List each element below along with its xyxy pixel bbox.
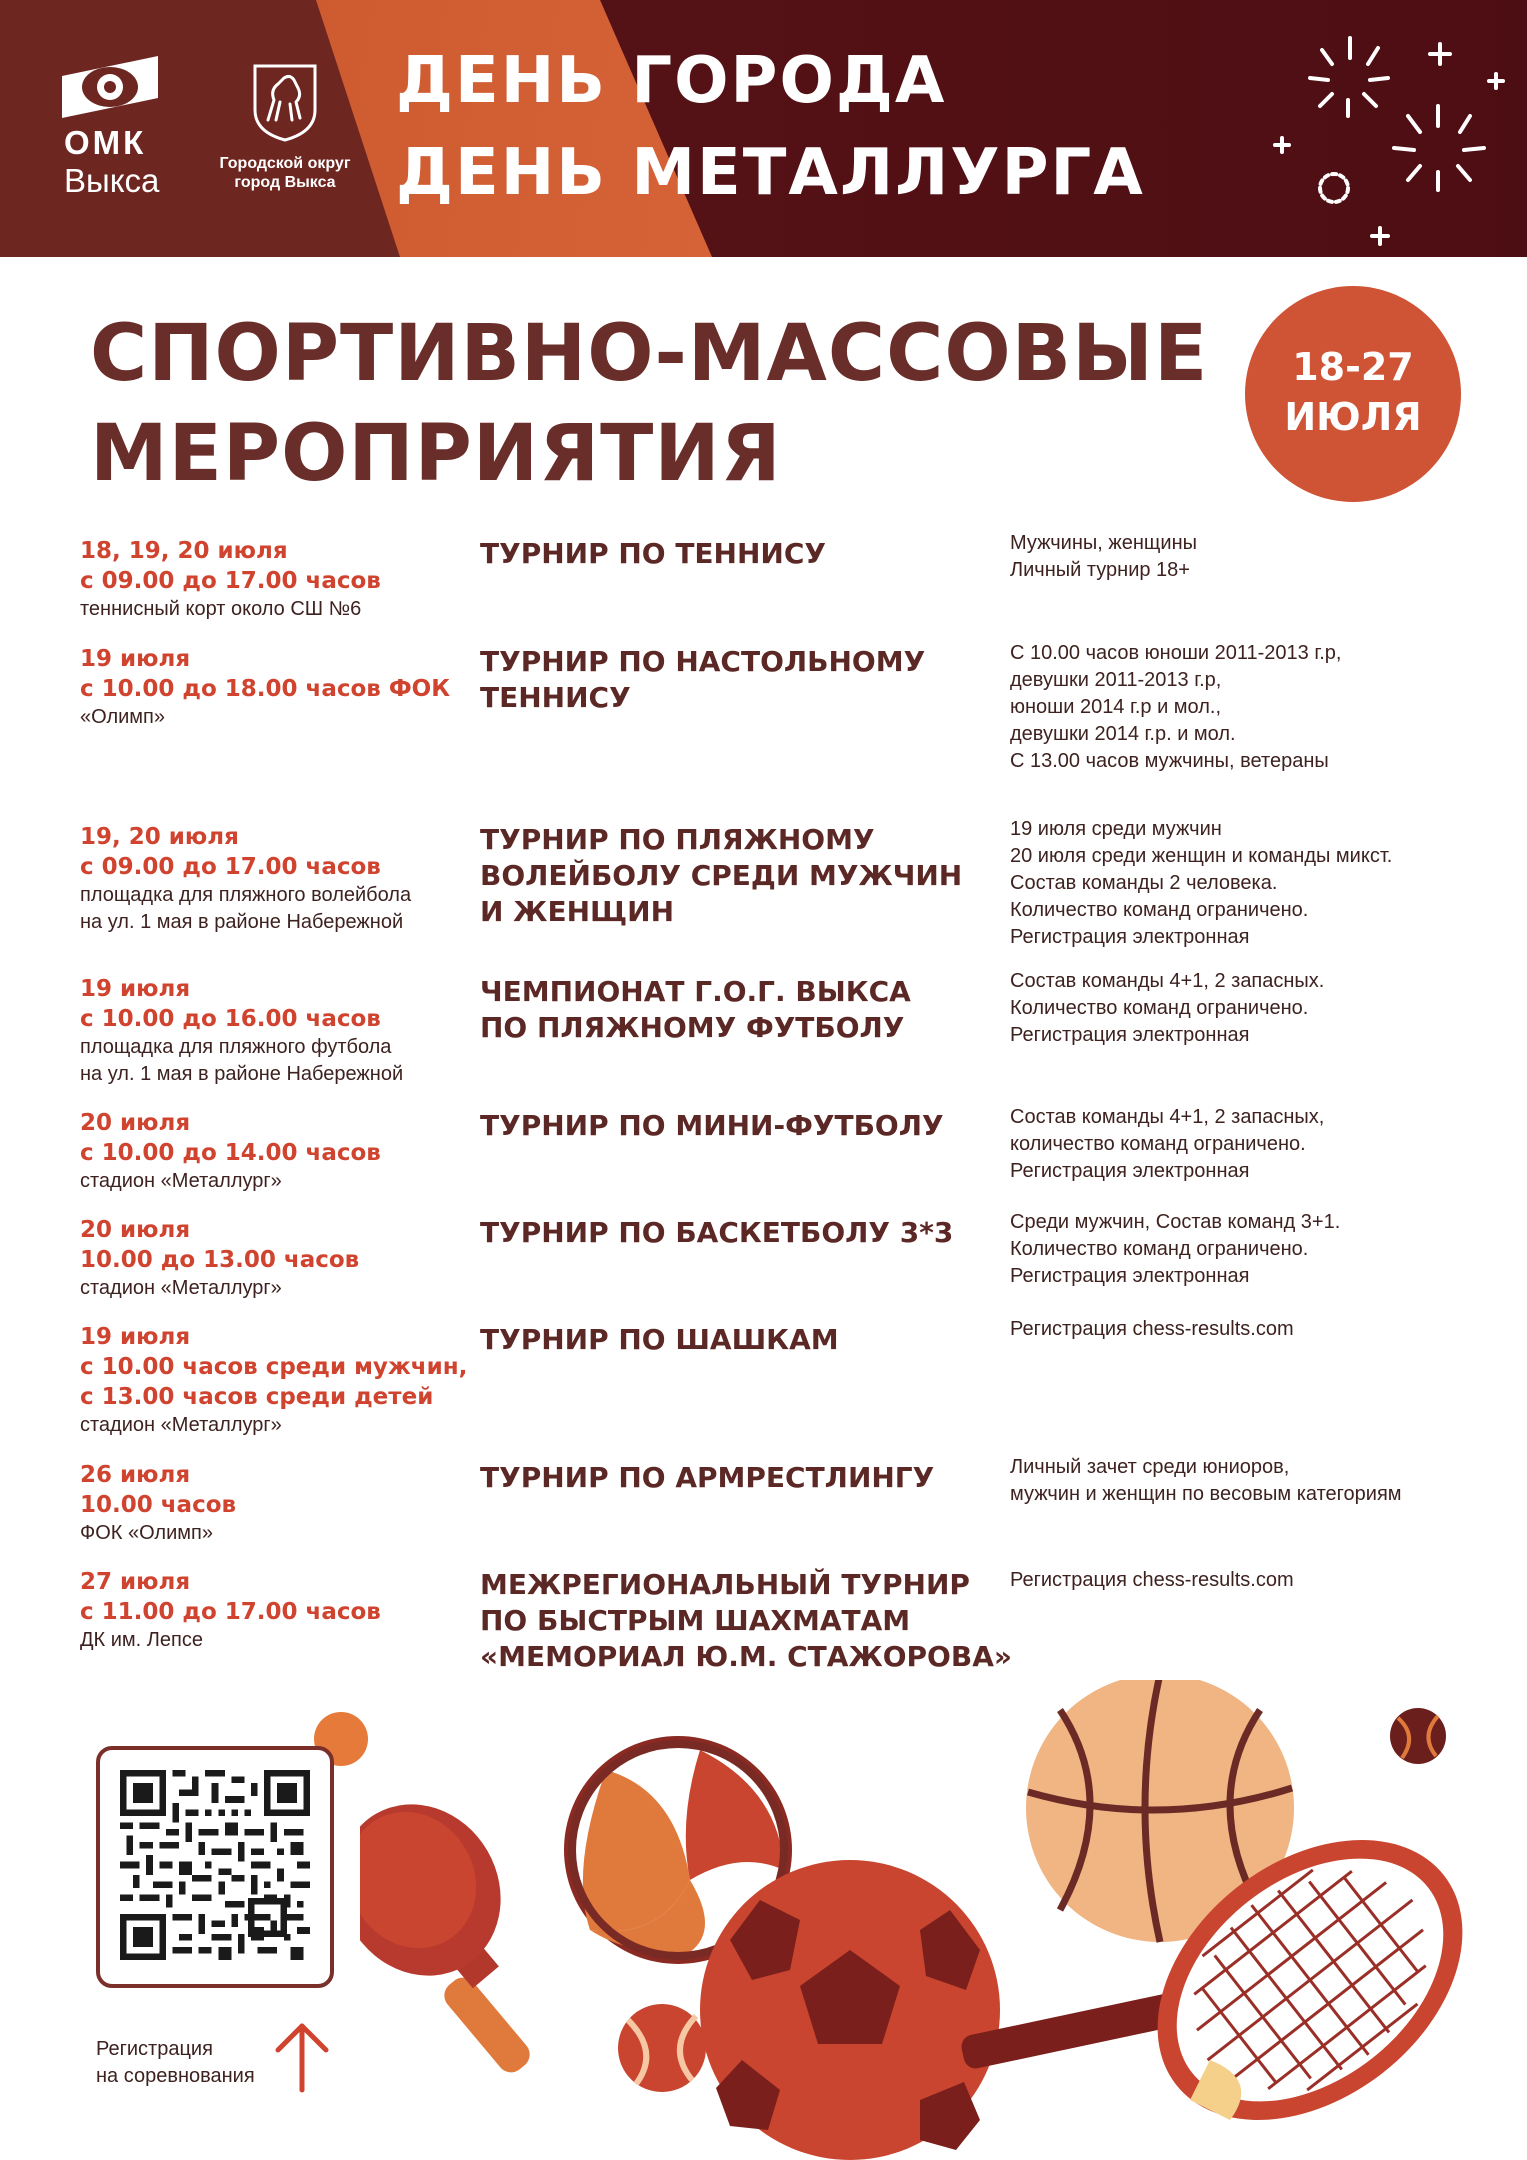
event-date-line: 20 июля <box>80 1110 191 1136</box>
event-title <box>480 1460 1000 1496</box>
event-place-line: стадион «Металлург» <box>80 1170 282 1192</box>
event-title-line: «МЕМОРИАЛ Ю.М. СТАЖОРОВА» <box>480 1640 1012 1673</box>
event-info <box>1010 1316 1510 1343</box>
event-info-line: 20 июля среди женщин и команды микст. <box>1010 845 1393 867</box>
event-date-line: с 10.00 до 14.00 часов <box>80 1140 381 1166</box>
event-title <box>480 1215 1000 1251</box>
event-title <box>480 974 1000 1046</box>
event-place-line: на ул. 1 мая в районе Набережной <box>80 1063 404 1085</box>
registration-qr-frame[interactable] <box>96 1746 334 1988</box>
sports-balls-illustration <box>360 1680 1527 2160</box>
event-when <box>80 644 460 731</box>
event-date-line: 19 июля <box>80 1324 191 1350</box>
event-info-line: Количество команд ограничено. <box>1010 899 1309 921</box>
event-title-line: ТУРНИР ПО НАСТОЛЬНОМУ <box>480 645 926 678</box>
event-info-line: С 10.00 часов юноши 2011-2013 г.р, <box>1010 642 1342 664</box>
event-when <box>80 1567 460 1654</box>
event-place <box>80 882 460 936</box>
event-date-line: 18, 19, 20 июля <box>80 538 288 564</box>
event-date-line: с 10.00 до 18.00 часов ФОК <box>80 676 451 702</box>
event-date <box>80 644 460 704</box>
event-place-line: стадион «Металлург» <box>80 1414 282 1436</box>
registration-label-line1: Регистрация <box>96 2038 213 2060</box>
event-title-line: ПО БЫСТРЫМ ШАХМАТАМ <box>480 1604 911 1637</box>
city-crest-icon <box>250 62 320 142</box>
tennis-ball-small-illustration <box>618 2004 706 2092</box>
event-date-line: с 09.00 до 17.00 часов <box>80 568 381 594</box>
city-name-text <box>200 154 370 192</box>
omk-logo <box>62 56 172 199</box>
event-title-line: ТЕННИСУ <box>480 681 631 714</box>
event-place <box>80 1520 460 1547</box>
event-info-line: Личный турнир 18+ <box>1010 559 1190 581</box>
soccer-ball-illustration <box>700 1860 1000 2160</box>
event-info-line: Состав команды 4+1, 2 запасных. <box>1010 970 1325 992</box>
event-date-line: 26 июля <box>80 1462 191 1488</box>
omk-city-text: Выкса <box>64 162 160 199</box>
event-info-line: Регистрация chess-results.com <box>1010 1318 1294 1340</box>
event-info-line: Регистрация chess-results.com <box>1010 1569 1294 1591</box>
event-info-line: Состав команды 4+1, 2 запасных, <box>1010 1106 1325 1128</box>
event-info-line: Личный зачет среди юниоров, <box>1010 1456 1290 1478</box>
event-info <box>1010 1454 1510 1508</box>
event-place-line: ФОК «Олимп» <box>80 1522 213 1544</box>
event-info-line: юноши 2014 г.р и мол., <box>1010 696 1222 718</box>
city-name-line2: город Выкса <box>234 174 336 191</box>
event-when <box>80 974 460 1088</box>
event-info-line: мужчин и женщин по весовым категориям <box>1010 1483 1402 1505</box>
event-title <box>480 1322 1000 1358</box>
page-title-line1: СПОРТИВНО-МАССОВЫЕ <box>90 309 1209 399</box>
event-date <box>80 1215 460 1275</box>
qr-code-icon[interactable] <box>120 1770 310 1960</box>
event-place-line: стадион «Металлург» <box>80 1277 282 1299</box>
event-title-line: ТУРНИР ПО БАСКЕТБОЛУ 3*3 <box>480 1216 954 1249</box>
event-info-line: девушки 2011-2013 г.р, <box>1010 669 1222 691</box>
event-info <box>1010 1104 1510 1185</box>
event-info <box>1010 816 1510 951</box>
event-place <box>80 1275 460 1302</box>
event-title-line: И ЖЕНЩИН <box>480 895 675 928</box>
registration-label <box>96 2036 255 2090</box>
header-banner <box>0 0 1527 257</box>
event-info <box>1010 968 1510 1049</box>
date-badge-line2: ИЮЛЯ <box>1284 395 1422 439</box>
omk-brand-text: ОМК <box>64 124 147 161</box>
date-badge <box>1245 286 1461 502</box>
event-when <box>80 536 460 623</box>
event-date <box>80 974 460 1034</box>
event-title-line: ЧЕМПИОНАТ Г.О.Г. ВЫКСА <box>480 975 911 1008</box>
page-title <box>90 304 1208 504</box>
event-title-line: ТУРНИР ПО ПЛЯЖНОМУ <box>480 823 875 856</box>
date-badge-line1: 18-27 <box>1292 345 1414 389</box>
event-place <box>80 1412 460 1439</box>
header-title-line2: ДЕНЬ МЕТАЛЛУРГА <box>396 136 1145 210</box>
event-info-line: Регистрация электронная <box>1010 1024 1250 1046</box>
page-title-line2: МЕРОПРИЯТИЯ <box>90 409 782 499</box>
event-date-line: с 10.00 часов среди мужчин, <box>80 1354 468 1380</box>
event-date-line: 19 июля <box>80 976 191 1002</box>
event-info-line: Количество команд ограничено. <box>1010 997 1309 1019</box>
event-date-line: 10.00 часов <box>80 1492 237 1518</box>
event-date-line: 19 июля <box>80 646 191 672</box>
event-title <box>480 644 1000 716</box>
event-date-line: с 13.00 часов среди детей <box>80 1384 434 1410</box>
event-info <box>1010 1567 1510 1594</box>
event-info-line: С 13.00 часов мужчины, ветераны <box>1010 750 1329 772</box>
event-info-line: Регистрация электронная <box>1010 926 1250 948</box>
event-info-line: Мужчины, женщины <box>1010 532 1197 554</box>
event-info-line: количество команд ограничено. <box>1010 1133 1306 1155</box>
header-title-line1: ДЕНЬ ГОРОДА <box>396 44 947 118</box>
city-logo <box>200 62 370 192</box>
event-info <box>1010 640 1510 775</box>
event-place-line: площадка для пляжного волейбола <box>80 884 412 906</box>
event-place-line: ДК им. Лепсе <box>80 1629 203 1651</box>
event-info <box>1010 530 1510 584</box>
event-title-line: ТУРНИР ПО МИНИ-ФУТБОЛУ <box>480 1109 944 1142</box>
registration-label-line2: на соревнования <box>96 2065 255 2087</box>
event-date <box>80 822 460 882</box>
event-title <box>480 822 1000 930</box>
event-place-line: теннисный корт около СШ №6 <box>80 598 362 620</box>
event-place-line: площадка для пляжного футбола <box>80 1036 392 1058</box>
event-title-line: ТУРНИР ПО ТЕННИСУ <box>480 537 826 570</box>
event-title-line: ТУРНИР ПО АРМРЕСТЛИНГУ <box>480 1461 935 1494</box>
event-info-line: Регистрация электронная <box>1010 1265 1250 1287</box>
event-when <box>80 1322 468 1439</box>
event-date-line: с 10.00 до 16.00 часов <box>80 1006 381 1032</box>
event-date <box>80 1322 468 1412</box>
event-date <box>80 1460 460 1520</box>
event-title <box>480 1567 1012 1675</box>
event-info-line: Среди мужчин, Состав команд 3+1. <box>1010 1211 1341 1233</box>
event-date <box>80 536 460 596</box>
ping-pong-paddle-illustration <box>360 1775 535 2078</box>
event-place <box>80 1627 460 1654</box>
event-title-line: ПО ПЛЯЖНОМУ ФУТБОЛУ <box>480 1011 905 1044</box>
fireworks-icon <box>1270 30 1510 250</box>
event-date-line: с 09.00 до 17.00 часов <box>80 854 381 880</box>
event-title <box>480 1108 1000 1144</box>
event-info-line: Состав команды 2 человека. <box>1010 872 1278 894</box>
event-title-line: МЕЖРЕГИОНАЛЬНЫЙ ТУРНИР <box>480 1568 970 1601</box>
event-date-line: 20 июля <box>80 1217 191 1243</box>
event-place <box>80 596 460 623</box>
event-date-line: с 11.00 до 17.00 часов <box>80 1599 381 1625</box>
event-when <box>80 1460 460 1547</box>
event-date-line: 19, 20 июля <box>80 824 239 850</box>
event-date <box>80 1567 460 1627</box>
event-title-line: ТУРНИР ПО ШАШКАМ <box>480 1323 839 1356</box>
event-info-line: Количество команд ограничено. <box>1010 1238 1309 1260</box>
event-place-line: «Олимп» <box>80 706 165 728</box>
event-date <box>80 1108 460 1168</box>
omk-logo-icon <box>62 56 158 118</box>
small-ball-illustration <box>1390 1708 1446 1764</box>
event-when <box>80 822 460 936</box>
event-title <box>480 536 1000 572</box>
event-info-line: 19 июля среди мужчин <box>1010 818 1222 840</box>
event-place <box>80 1034 460 1088</box>
event-date-line: 10.00 до 13.00 часов <box>80 1247 360 1273</box>
event-title-line: ВОЛЕЙБОЛУ СРЕДИ МУЖЧИН <box>480 859 963 892</box>
event-info-line: Регистрация электронная <box>1010 1160 1250 1182</box>
event-place-line: на ул. 1 мая в районе Набережной <box>80 911 404 933</box>
event-place <box>80 704 460 731</box>
event-when <box>80 1108 460 1195</box>
arrow-up-icon <box>272 2020 332 2094</box>
event-when <box>80 1215 460 1302</box>
event-date-line: 27 июля <box>80 1569 191 1595</box>
event-info-line: девушки 2014 г.р. и мол. <box>1010 723 1236 745</box>
event-place <box>80 1168 460 1195</box>
city-name-line1: Городской округ <box>219 155 351 172</box>
event-info <box>1010 1209 1510 1290</box>
